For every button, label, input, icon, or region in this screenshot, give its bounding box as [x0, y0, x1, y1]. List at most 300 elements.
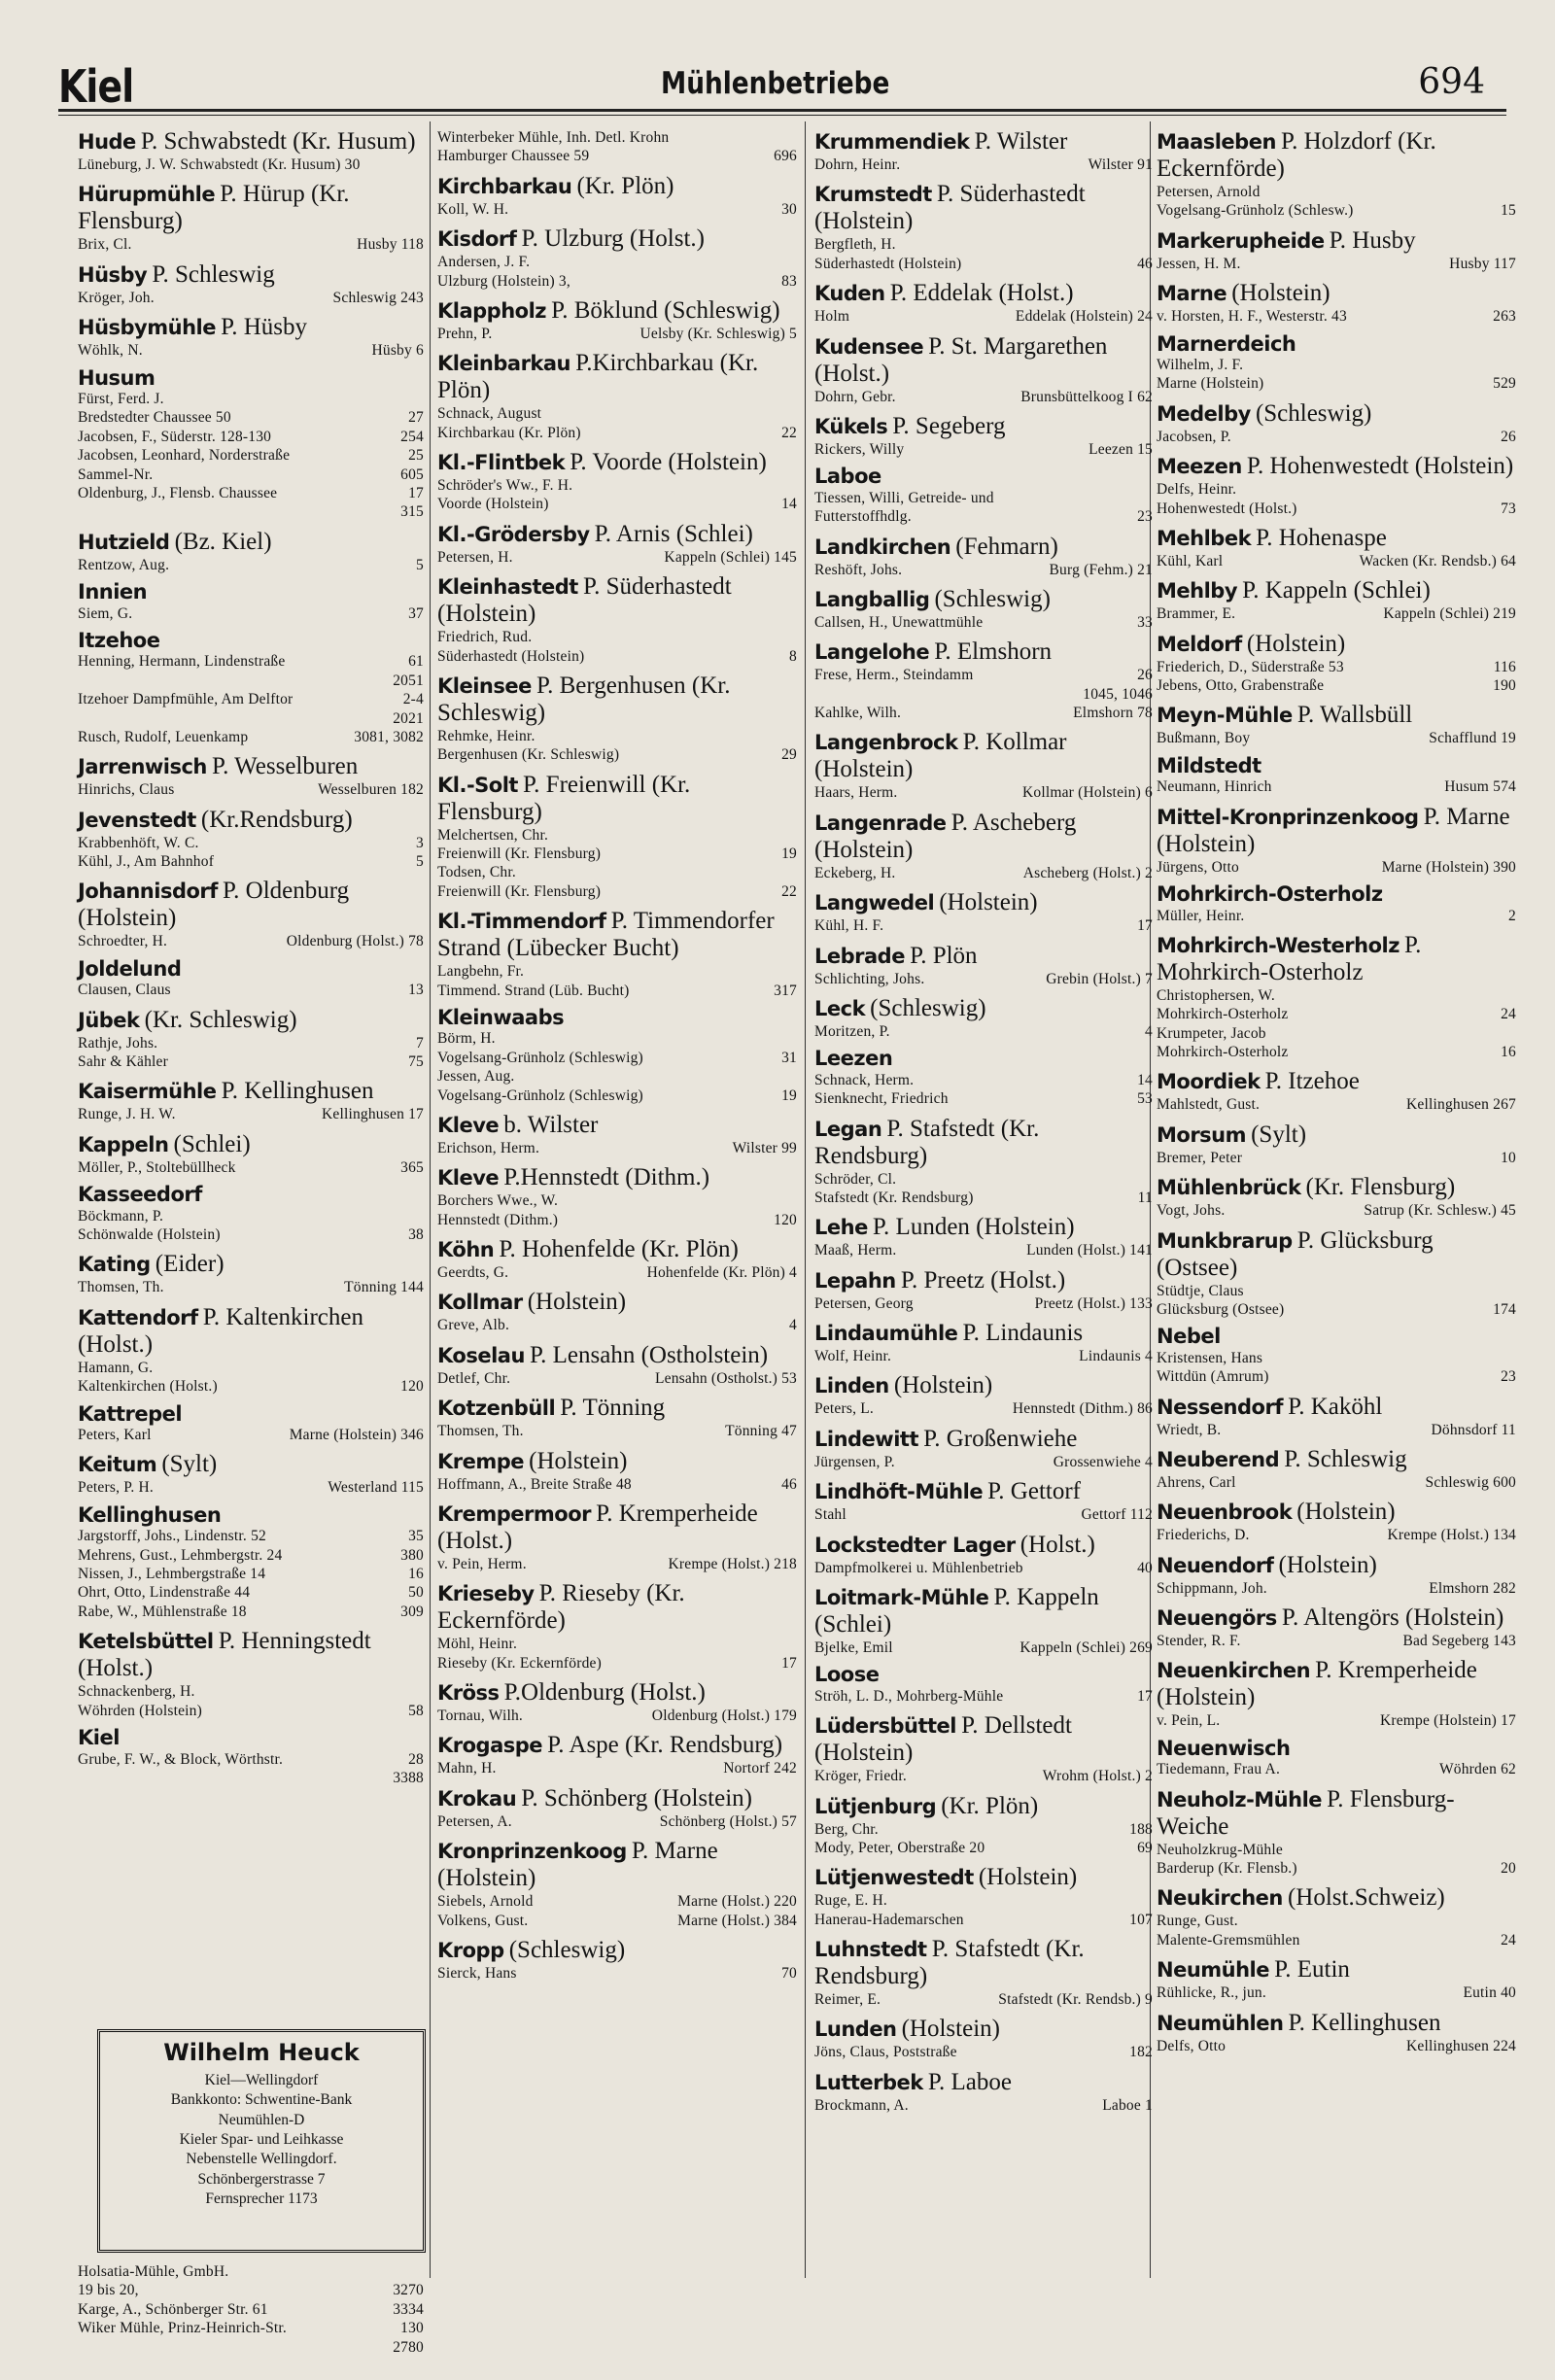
place-name: Loose — [814, 1663, 880, 1687]
entry-phone: 16 — [408, 1566, 424, 1583]
entry-name: Tiedemann, Frau A. — [1157, 1761, 1281, 1778]
place-postal: (Eider) — [155, 1251, 225, 1278]
entry-row — [814, 1990, 1153, 2009]
place-postal: P. Lindaunis — [962, 1320, 1084, 1347]
place-name: Lockstedter Lager — [814, 1533, 1016, 1557]
entry-name: Wittdün (Amrum) — [1157, 1368, 1269, 1386]
place-postal: (Holstein) — [893, 1372, 993, 1399]
place-name: Neuenbrook — [1157, 1500, 1293, 1525]
place-name: Krokau — [437, 1786, 517, 1811]
place-entry — [814, 943, 1153, 988]
place-postal: P. Altengörs (Holstein) — [1281, 1604, 1504, 1632]
entry-phone: Elmshorn 282 — [1429, 1579, 1516, 1597]
place-name: Munkbrarup — [1157, 1228, 1293, 1253]
place-postal: P. Schleswig — [152, 260, 275, 288]
entry-row — [78, 1377, 424, 1396]
place-entry — [437, 350, 797, 442]
entry-row — [78, 235, 424, 254]
entry-phone: Ascheberg (Holst.) 2 — [1022, 864, 1153, 881]
entry-name: Peters, Karl — [78, 1427, 152, 1444]
place-heading — [814, 1936, 1153, 1990]
entry-phone: Döhnsdorf 11 — [1431, 1421, 1516, 1438]
place-entry — [814, 128, 1153, 174]
place-postal: (Schleswig) — [508, 1936, 626, 1963]
place-postal: P. Kaköhl — [1288, 1393, 1383, 1420]
entry-phone — [791, 476, 797, 495]
place-postal: P. Stafstedt (Kr. Rendsburg) — [814, 1936, 1085, 1990]
place-heading — [78, 1727, 424, 1750]
place-entry — [437, 1342, 797, 1388]
entry-name: Schippmann, Joh. — [1157, 1579, 1267, 1597]
entry-row — [1157, 1579, 1516, 1598]
entry-row — [1157, 1421, 1516, 1439]
entry-name: Runge, J. H. W. — [78, 1106, 176, 1123]
place-entry — [78, 1504, 424, 1621]
place-postal: P. Elmshorn — [934, 638, 1053, 666]
entry-row — [78, 1603, 424, 1621]
entry-row — [78, 1750, 424, 1769]
advertisement-line: Fernsprecher 1173 — [205, 2190, 318, 2208]
entry-name: Fürst, Ferd. J. — [78, 391, 164, 408]
entry-name: Futterstoffhdlg. — [814, 508, 912, 526]
place-postal: P. Hohenaspe — [1256, 524, 1387, 551]
entry-phone: 61 — [408, 653, 424, 671]
place-name: Ketelsbüttel — [78, 1630, 214, 1654]
place-entry — [1157, 525, 1516, 570]
place-heading — [1157, 932, 1516, 986]
place-heading — [78, 958, 424, 982]
entry-phone: Kellinghusen 267 — [1406, 1096, 1516, 1114]
place-entry — [437, 449, 797, 514]
entry-name: Jöns, Claus, Poststraße — [814, 2044, 957, 2061]
place-name: Nessendorf — [1157, 1395, 1283, 1419]
place-heading — [1157, 577, 1516, 604]
entry-row — [814, 1022, 1153, 1041]
entry-row — [814, 1347, 1153, 1365]
place-name: Kropp — [437, 1938, 504, 1962]
entry-phone: 33 — [1137, 613, 1153, 631]
entry-name: Reshöft, Johs. — [814, 561, 903, 578]
place-postal: P. Gettorf — [987, 1478, 1081, 1505]
place-entry — [437, 173, 797, 219]
place-entry — [1157, 883, 1516, 925]
entry-row — [1157, 1149, 1516, 1167]
place-entry — [1157, 1552, 1516, 1598]
place-name: Joldelund — [78, 956, 182, 981]
place-name: Kattendorf — [78, 1305, 198, 1329]
entry-row — [1157, 183, 1516, 201]
place-name: Landkirchen — [814, 535, 951, 559]
place-name: Neuholz-Mühle — [1157, 1787, 1323, 1811]
entry-row — [1157, 1300, 1516, 1319]
entry-row — [814, 2096, 1153, 2115]
place-entry — [78, 958, 424, 1000]
place-postal: (Holstein) — [939, 889, 1038, 916]
entry-phone: 70 — [781, 1964, 797, 1982]
place-name: Neukirchen — [1157, 1886, 1283, 1911]
entry-name: Jargstorff, Johs., Lindenstr. 52 — [78, 1528, 266, 1545]
place-postal: P. Rieseby (Kr. Eckernförde) — [437, 1580, 685, 1635]
place-entry — [437, 673, 797, 765]
entry-phone: Husby 118 — [357, 236, 424, 254]
place-name: Kaisermühle — [78, 1080, 217, 1104]
place-entry — [78, 1078, 424, 1123]
place-heading — [814, 1116, 1153, 1170]
entry-name: Kirchbarkau (Kr. Plön) — [437, 424, 581, 441]
entry-name: Lüneburg, J. W. Schwabstedt (Kr. Husum) 30 — [78, 156, 361, 173]
place-entry — [1157, 1326, 1516, 1386]
place-entry — [814, 1584, 1153, 1657]
place-name: Kl.-Flintbek — [437, 451, 566, 474]
entry-row — [814, 1399, 1153, 1418]
place-postal: P. Freienwill (Kr. Flensburg) — [437, 771, 691, 825]
place-postal: (Holst.) — [1019, 1531, 1095, 1558]
place-heading — [78, 261, 424, 289]
place-postal: P. Kappeln (Schlei) — [814, 1583, 1099, 1638]
place-heading — [437, 1342, 797, 1369]
place-heading — [78, 1184, 424, 1207]
place-postal: (Holstein) — [1246, 630, 1346, 657]
entry-row — [78, 556, 424, 574]
entry-phone: 22 — [781, 424, 797, 441]
entry-phone: 116 — [1493, 658, 1516, 675]
entry-row — [78, 604, 424, 623]
entry-row — [78, 728, 424, 746]
entry-name: Sahr & Kähler — [78, 1053, 168, 1071]
entry-row — [814, 2043, 1153, 2061]
entry-row — [437, 647, 797, 666]
entry-name: Mehrens, Gust., Lehmbergstr. 24 — [78, 1546, 283, 1564]
entry-phone: Hennstedt (Dithm.) 86 — [1012, 1400, 1153, 1418]
entry-phone — [418, 1359, 424, 1377]
place-postal: P. Laboe — [927, 2068, 1012, 2095]
place-heading — [78, 878, 424, 932]
entry-name: Rathje, Johs. — [78, 1034, 158, 1052]
place-postal: P. Wallsbüll — [1296, 702, 1413, 729]
place-postal: P. Kremperheide (Holst.) — [437, 1500, 758, 1554]
place-postal: (Schleswig) — [934, 585, 1051, 612]
entry-row — [437, 863, 797, 881]
entry-name: Bremer, Peter — [1157, 1149, 1243, 1166]
entry-row — [1157, 201, 1516, 220]
place-postal: (Holstein) — [529, 1447, 628, 1474]
place-heading — [1157, 1394, 1516, 1421]
place-postal: (Sylt) — [161, 1451, 218, 1478]
place-name: Neuendorf — [1157, 1553, 1274, 1577]
entry-phone: Kellinghusen 224 — [1406, 2037, 1516, 2054]
place-heading — [437, 1395, 797, 1422]
place-entry — [1157, 1227, 1516, 1320]
place-heading — [1157, 631, 1516, 658]
entry-phone: Grossenwiehe 4 — [1053, 1453, 1153, 1470]
entry-phone: Husum 574 — [1444, 778, 1516, 796]
place-name: Kasseedorf — [78, 1183, 202, 1207]
place-postal: P. Flensburg-Weiche — [1157, 1785, 1455, 1840]
entry-row — [78, 1052, 424, 1071]
entry-row — [437, 200, 797, 219]
entry-row — [78, 1769, 424, 1787]
place-entry — [78, 1628, 424, 1720]
entry-phone: Schafflund 19 — [1429, 730, 1516, 747]
entry-phone: Wilster 99 — [732, 1139, 797, 1156]
entry-phone: Preetz (Holst.) 133 — [1034, 1294, 1153, 1312]
place-postal: P. Marne (Holstein) — [437, 1838, 718, 1892]
place-heading — [814, 1532, 1153, 1559]
entry-phone: 309 — [400, 1603, 424, 1620]
entry-name: Runge, Gust. — [1157, 1913, 1238, 1930]
entry-phone: Eddelak (Holstein) 24 — [1015, 308, 1153, 326]
entry-phone: Leezen 15 — [1088, 440, 1153, 458]
entry-row — [1157, 1859, 1516, 1878]
entry-phone: Elmshorn 78 — [1073, 705, 1153, 722]
entry-phone: 8 — [789, 647, 797, 665]
place-entry — [1157, 280, 1516, 326]
entry-name: Mahn, H. — [437, 1760, 497, 1777]
city-title: Kiel — [58, 60, 134, 113]
place-name: Hüsbymühle — [78, 316, 216, 340]
entry-name: Borchers Wwe., W. — [437, 1192, 559, 1210]
place-postal: (Kr. Schleswig) — [144, 1006, 297, 1033]
place-heading — [1157, 1227, 1516, 1282]
column-divider — [430, 121, 431, 2278]
place-name: Hüsby — [78, 262, 148, 287]
entry-row — [78, 1478, 424, 1497]
entry-phone: Lindaunis 4 — [1079, 1348, 1153, 1365]
place-entry — [78, 630, 424, 746]
place-entry — [437, 908, 797, 1000]
place-name: Meldorf — [1157, 632, 1242, 656]
entry-phone — [418, 390, 424, 408]
place-postal: P. Arnis (Schlei) — [594, 520, 753, 547]
place-postal: (Kr. Plön) — [941, 1792, 1039, 1819]
place-name: Kotzenbüll — [437, 1397, 556, 1421]
entry-row — [437, 424, 797, 442]
entry-name: Dohrn, Heinr. — [814, 156, 901, 173]
place-postal: P. Kollmar (Holstein) — [814, 729, 1067, 783]
place-heading — [78, 1504, 424, 1528]
place-postal: (Holstein) — [1278, 1551, 1377, 1578]
place-heading — [1157, 525, 1516, 552]
advertisement-line: Schönbergerstrasse 7 — [197, 2170, 326, 2188]
entry-phone: 46 — [1137, 255, 1153, 272]
place-name: Kiel — [78, 1725, 120, 1749]
entry-phone: 30 — [781, 200, 797, 218]
entry-row — [437, 128, 797, 147]
place-entry — [814, 638, 1153, 722]
entry-phone: 23 — [1137, 508, 1153, 526]
place-name: Loitmark-Mühle — [814, 1585, 989, 1609]
place-name: Krogaspe — [437, 1734, 543, 1758]
place-entry — [437, 1679, 797, 1725]
place-name: Kükels — [814, 414, 888, 438]
entry-name: Langbehn, Fr. — [437, 963, 525, 981]
place-entry — [78, 1727, 424, 1787]
entry-row — [437, 1707, 797, 1725]
entry-row — [437, 1422, 797, 1440]
place-postal: P. Wilster — [974, 128, 1068, 155]
entry-phone: 83 — [781, 272, 797, 290]
place-name: Mohrkirch-Osterholz — [1157, 882, 1383, 907]
place-name: Kattrepel — [78, 1401, 183, 1426]
entry-row — [1157, 1841, 1516, 1859]
entry-row — [78, 2262, 424, 2281]
entry-phone: 529 — [1493, 375, 1516, 393]
place-postal: P. Schwabstedt (Kr. Husum) — [140, 128, 416, 155]
entry-phone: 31 — [781, 1049, 797, 1066]
place-entry — [1157, 2010, 1516, 2055]
section-title: Mühlenbetriebe — [661, 66, 890, 101]
advertisement-lines — [100, 2071, 423, 2210]
entry-phone: 107 — [1129, 1911, 1153, 1928]
place-heading — [78, 1304, 424, 1359]
entry-name: 19 bis 20, — [78, 2282, 139, 2299]
place-heading — [437, 673, 797, 727]
entry-row — [78, 484, 424, 502]
entry-name: Kristensen, Hans — [1157, 1349, 1263, 1366]
place-heading — [437, 1112, 797, 1139]
place-name: Laboe — [814, 465, 881, 489]
place-entry — [437, 772, 797, 902]
place-heading — [814, 1712, 1153, 1767]
entry-row — [1157, 729, 1516, 747]
place-name: Mehlbek — [1157, 526, 1252, 550]
place-heading — [814, 534, 1153, 561]
entry-phone: Wesselburen 182 — [318, 781, 424, 799]
place-heading — [814, 1664, 1153, 1687]
entry-phone: 29 — [781, 746, 797, 764]
place-postal: P. Hohenfelde (Kr. Plön) — [499, 1236, 739, 1263]
place-entry — [814, 1664, 1153, 1706]
place-entry — [437, 1112, 797, 1157]
place-heading — [1157, 1786, 1516, 1841]
entry-phone — [791, 628, 797, 646]
place-heading — [1157, 1499, 1516, 1526]
place-name: Krieseby — [437, 1582, 535, 1606]
entry-row — [1157, 907, 1516, 925]
entry-phone — [1147, 1891, 1153, 1910]
entry-phone — [1510, 1912, 1516, 1930]
entry-name: Peters, P. H. — [78, 1479, 154, 1497]
entry-phone: 14 — [781, 496, 797, 513]
entry-row — [78, 1034, 424, 1052]
place-entry — [814, 1267, 1153, 1313]
place-entry — [1157, 1174, 1516, 1220]
entry-row — [78, 1426, 424, 1444]
place-heading — [814, 1267, 1153, 1294]
entry-name: Nissen, J., Lehmbergstraße 14 — [78, 1566, 266, 1583]
place-name: Langwedel — [814, 891, 935, 915]
entry-name: Prehn, P. — [437, 325, 493, 342]
place-entry — [1157, 804, 1516, 877]
entry-phone: 19 — [781, 845, 797, 862]
place-heading — [1157, 755, 1516, 778]
entry-phone — [1510, 1349, 1516, 1367]
place-heading — [437, 1236, 797, 1263]
place-entry — [814, 2069, 1153, 2115]
entry-name: Stahl — [814, 1506, 847, 1524]
entry-name: Rehmke, Heinr. — [437, 727, 536, 744]
place-postal: P. Schönberg (Holstein) — [521, 1784, 752, 1811]
entry-phone: 40 — [1137, 1559, 1153, 1576]
entry-phone: 11 — [1137, 1189, 1153, 1206]
entry-name: Haars, Herm. — [814, 784, 898, 802]
place-heading — [437, 1448, 797, 1475]
place-entry — [814, 413, 1153, 459]
entry-row — [814, 1505, 1153, 1524]
place-postal: P. Henningstedt (Holst.) — [78, 1628, 371, 1682]
place-postal: P. Segeberg — [892, 412, 1006, 439]
place-entry — [78, 128, 424, 174]
place-entry — [78, 1403, 424, 1445]
place-name: Lindewitt — [814, 1427, 918, 1451]
entry-phone: 317 — [774, 982, 797, 999]
entry-row — [1157, 1760, 1516, 1778]
entry-name: Schroedter, H. — [78, 933, 168, 950]
place-heading — [78, 1451, 424, 1478]
entry-name: Jürgens, Otto — [1157, 858, 1239, 876]
place-entry — [1157, 1884, 1516, 1949]
place-postal: P.Kirchbarkau (Kr. Plön) — [437, 350, 759, 404]
place-postal: P. Mohrkirch-Osterholz — [1157, 931, 1422, 985]
place-heading — [78, 1251, 424, 1278]
entry-name: Sierck, Hans — [437, 1964, 517, 1982]
entry-phone: Wilster 91 — [1088, 156, 1153, 173]
place-entry — [1157, 932, 1516, 1062]
place-postal: P. Plön — [910, 942, 978, 969]
place-postal: (Holst.Schweiz) — [1287, 1884, 1445, 1912]
entry-phone: 17 — [408, 484, 424, 501]
place-postal: P. Tönning — [560, 1395, 666, 1422]
place-name: Lüdersbüttel — [814, 1714, 956, 1739]
place-heading — [437, 1500, 797, 1555]
place-entry — [437, 297, 797, 343]
place-entry — [1157, 227, 1516, 273]
place-entry — [437, 1448, 797, 1494]
entry-row — [1157, 1349, 1516, 1367]
entry-phone: 24 — [1501, 1931, 1516, 1949]
entry-phone: 22 — [781, 882, 797, 900]
entry-row — [437, 1912, 797, 1930]
entry-phone: 19 — [781, 1087, 797, 1104]
place-name: Markerupheide — [1157, 228, 1325, 253]
place-postal: P. Hüsby — [221, 314, 307, 341]
place-entry — [78, 1131, 424, 1177]
place-name: Köhn — [437, 1238, 495, 1262]
entry-name: Petersen, H. — [437, 548, 513, 566]
entry-phone: 69 — [1137, 1839, 1153, 1856]
place-heading — [1157, 333, 1516, 357]
place-entry — [814, 1426, 1153, 1471]
place-entry — [1157, 1786, 1516, 1879]
entry-row — [1157, 255, 1516, 273]
entry-name: Brammer, E. — [1157, 605, 1236, 623]
place-entry — [814, 2016, 1153, 2061]
place-name: Krummendiek — [814, 130, 970, 154]
entry-name: Holsatia-Mühle, GmbH. — [78, 2263, 229, 2280]
place-name: Krempe — [437, 1449, 525, 1473]
place-entry — [814, 889, 1153, 935]
entry-name: Tornau, Wilh. — [437, 1707, 523, 1725]
place-entry — [437, 1007, 797, 1105]
entry-phone: 315 — [400, 503, 424, 521]
place-name: Langenrade — [814, 811, 947, 835]
place-name: Kleinhastedt — [437, 575, 578, 600]
entry-row — [814, 783, 1153, 802]
entry-phone — [791, 1191, 797, 1210]
entry-row — [437, 1067, 797, 1086]
entry-name: Böckmann, P. — [78, 1207, 164, 1224]
place-name: Meezen — [1157, 455, 1242, 479]
